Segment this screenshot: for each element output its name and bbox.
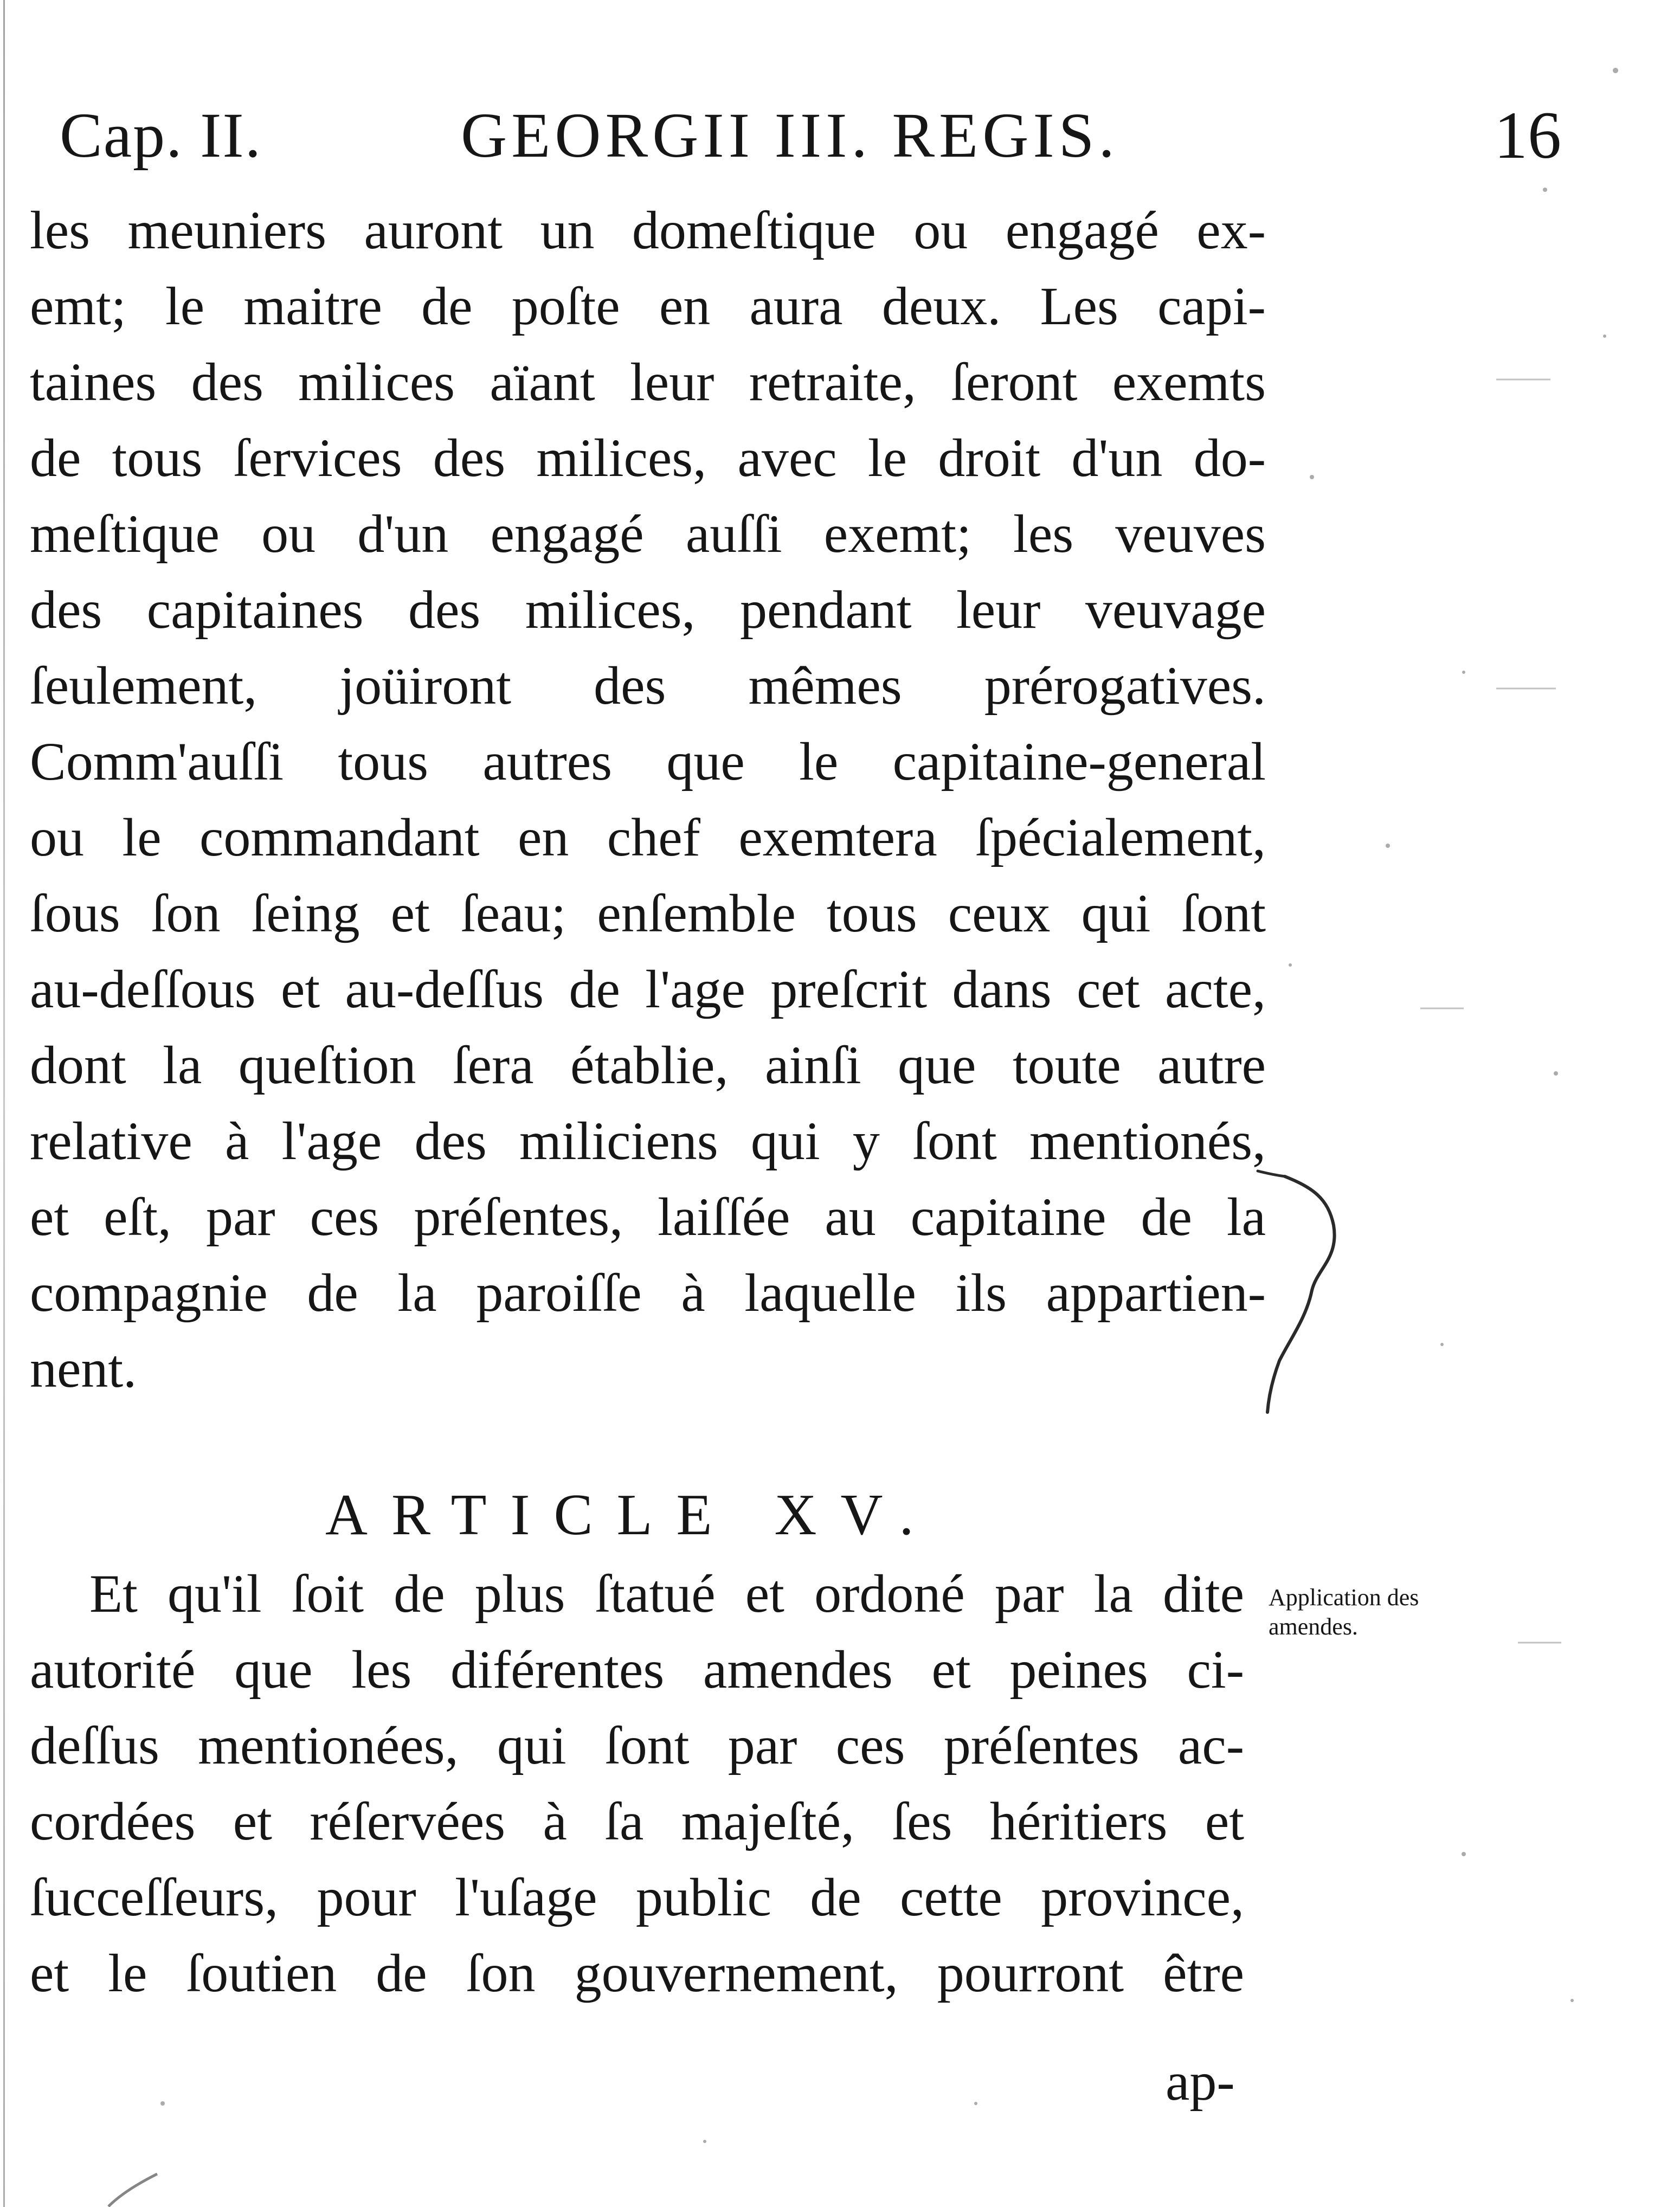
text-line: taines des milices aïant leur retraite, ſeront exemts — [30, 352, 1266, 412]
text-line: ſucceſſeurs, pour l'uſage public de cette province, — [30, 1867, 1244, 1927]
margin-brace-mark — [1252, 1166, 1361, 1415]
text-line: meſtique ou d'un engagé auſſi exemt; les veuves — [30, 504, 1266, 564]
text-line: des capitaines des milices, pendant leur veuvage — [30, 580, 1266, 640]
text-line: ou le commandant en chef exemtera ſpécialement, — [30, 807, 1266, 867]
margin-note-line: Application des — [1269, 1584, 1419, 1611]
page-edge-rule — [3, 0, 5, 2207]
chapter-label: Cap. II. — [60, 100, 262, 171]
main-text-block — [30, 192, 1266, 1407]
text-line: et eſt, par ces préſentes, laiſſée au capitaine de la — [30, 1187, 1266, 1247]
catchword: ap- — [1166, 2051, 1235, 2112]
text-line: dont la queſtion ſera établie, ainſi que toute autre — [30, 1035, 1266, 1095]
text-line: et le ſoutien de ſon gouvernement, pourront être — [30, 1943, 1244, 2003]
page-number: 16 — [1494, 98, 1561, 172]
text-line: compagnie de la paroiſſe à laquelle ils appartien- — [30, 1263, 1266, 1323]
article-heading: ARTICLE XV. — [325, 1483, 938, 1547]
running-head — [60, 81, 1561, 190]
margin-note-line: amendes. — [1269, 1613, 1358, 1640]
text-line: cordées et réſervées à ſa majeſté, ſes héritiers et — [30, 1791, 1244, 1851]
text-line: ſous ſon ſeing et ſeau; enſemble tous ceux qui ſont — [30, 883, 1266, 943]
text-line: ſeulement, joüiront des mêmes prérogatives. — [30, 655, 1266, 716]
text-line: Et qu'il ſoit de plus ſtatué et ordoné par la dite — [89, 1563, 1244, 1624]
text-line: relative à l'age des miliciens qui y ſont mentionés, — [30, 1111, 1266, 1171]
text-line: les meuniers auront un domeſtique ou engagé ex- — [30, 200, 1266, 260]
text-line: au-deſſous et au-deſſus de l'age preſcrit dans cet acte, — [30, 959, 1266, 1019]
running-title: GEORGII III. REGIS. — [461, 100, 1119, 171]
margin-note — [1269, 1583, 1485, 1642]
article-text-block — [30, 1556, 1244, 2011]
text-line: de tous ſervices des milices, avec le droit d'un do- — [30, 428, 1266, 488]
text-line: emt; le maitre de poſte en aura deux. Les capi- — [30, 276, 1266, 336]
text-line: autorité que les diférentes amendes et peines ci- — [30, 1639, 1244, 1700]
text-line: Comm'auſſi tous autres que le capitaine-general — [30, 731, 1266, 792]
text-line: nent. — [30, 1339, 137, 1399]
text-line: deſſus mentionées, qui ſont par ces préſentes ac- — [30, 1715, 1244, 1775]
